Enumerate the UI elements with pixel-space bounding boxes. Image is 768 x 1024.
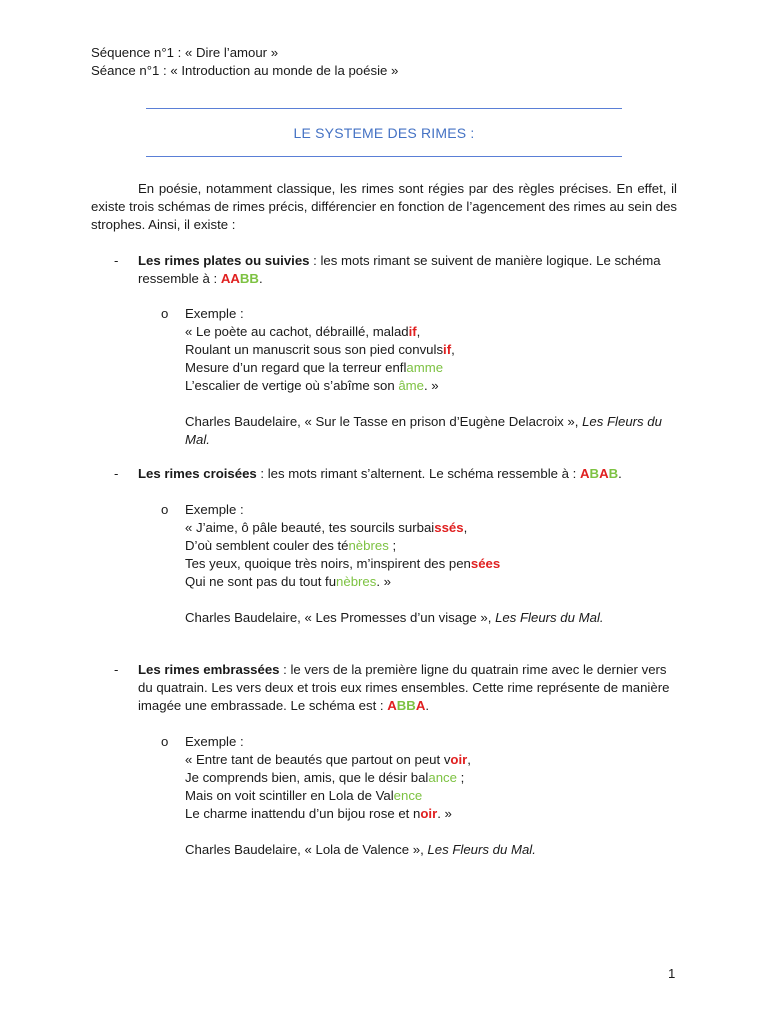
poem-3-line-2 [185, 769, 679, 787]
example-3 [185, 733, 679, 859]
section-3-desc: : le vers de la première ligne du quatrain rime avec le dernier vers du quatrain. Les vers deux et trois eux rimes ensembles. Cette rime représente de manière imagée une embrassade. Le schéma est : [138, 662, 670, 713]
section-1-term: Les rimes plates ou suivies [138, 253, 310, 268]
scheme-1-a: AA [220, 271, 240, 286]
scheme-3-a1: A [387, 698, 397, 713]
section-1-desc: : les mots rimant se suivent de manière logique. Le schéma ressemble à : [138, 253, 661, 286]
citation-3 [185, 841, 679, 859]
section-3-term: Les rimes embrassées [138, 662, 280, 677]
poem-3-line-3-rhyme: ence [393, 788, 423, 803]
poem-2-line-2-post: ; [388, 538, 397, 553]
poem-3-line-1 [185, 751, 679, 769]
poem-2-line-4-post: . » [376, 574, 392, 589]
section-2-desc: : les mots rimant s’alternent. Le schéma ressemble à : [256, 466, 580, 481]
example-3-label: Exemple : [185, 734, 244, 749]
poem-2-line-4-text: Qui ne sont pas du tout fu [185, 574, 337, 589]
poem-3-line-3-text: Mais on voit scintiller en Lola de Val [185, 788, 394, 803]
section-1-description [138, 252, 678, 288]
poem-2-line-4-rhyme: nèbres [336, 574, 377, 589]
poem-2-line-1 [185, 519, 679, 537]
seance-line: Séance n°1 : « Introduction au monde de la poésie » [91, 63, 399, 78]
example-1-label: Exemple : [185, 306, 244, 321]
poem-3-line-2-text: Je comprends bien, amis, que le désir bal [185, 770, 429, 785]
poem-2-line-3 [185, 555, 679, 573]
section-3-description [138, 661, 678, 715]
spacer [185, 395, 679, 413]
poem-3-line-2-rhyme: ance [428, 770, 457, 785]
scheme-3-a2: A [415, 698, 426, 713]
poem-2-line-3-text: Tes yeux, quoique très noirs, m’inspirent des pen [185, 556, 471, 571]
poem-1-line-3-text: Mesure d’un regard que la terreur enfl [185, 360, 407, 375]
sub-marker-2: o [161, 502, 169, 517]
citation-3-book: Les Fleurs du Mal. [427, 842, 536, 857]
citation-1-text: Charles Baudelaire, « Sur le Tasse en prison d’Eugène Delacroix », [185, 414, 583, 429]
scheme-1-b: BB [239, 271, 259, 286]
title-top-rule [146, 108, 622, 109]
spacer [185, 823, 679, 841]
example-1 [185, 305, 679, 449]
page-title: LE SYSTEME DES RIMES : [293, 125, 475, 141]
bullet-dash-1: - [114, 253, 119, 268]
spacer [185, 591, 679, 609]
title-bottom-rule [146, 156, 622, 157]
citation-2 [185, 609, 679, 627]
citation-1-book: Les Fleurs du Mal. [185, 414, 662, 447]
section-rimes-embrassees [138, 661, 678, 715]
scheme-1-end: . [258, 271, 263, 286]
poem-1-line-1-post: , [416, 324, 421, 339]
intro-text: En poésie, notamment classique, les rimes sont régies par des règles précises. En effet, il existe trois schémas de rimes précis, différencier en fonction de l’agencement des rimes au sein des strophes. Ainsi, il existe : [91, 181, 677, 232]
poem-3-line-3 [185, 787, 679, 805]
poem-1-line-4 [185, 377, 679, 395]
poem-3-line-4 [185, 805, 679, 823]
section-rimes-croisees [138, 465, 678, 483]
sub-marker-3: o [161, 734, 169, 749]
citation-3-text: Charles Baudelaire, « Lola de Valence », [185, 842, 428, 857]
poem-2-line-3-rhyme: sées [470, 556, 501, 571]
poem-3-line-1-post: , [467, 752, 471, 767]
section-2-term: Les rimes croisées [138, 466, 257, 481]
example-2-label: Exemple : [185, 502, 244, 517]
scheme-3-b: BB [396, 698, 416, 713]
bullet-dash-2: - [114, 466, 119, 481]
bullet-dash-3: - [114, 662, 119, 677]
citation-1 [185, 413, 679, 449]
poem-1-line-2-rhyme: if [443, 342, 452, 357]
section-rimes-plates [138, 252, 678, 288]
poem-3-line-1-rhyme: oir [450, 752, 468, 767]
poem-2-line-2 [185, 537, 679, 555]
citation-2-text: Charles Baudelaire, « Les Promesses d’un visage », [185, 610, 496, 625]
poem-1-line-4-post: . » [423, 378, 439, 393]
scheme-2-part-4: B [608, 466, 619, 481]
poem-1-line-3-rhyme: amme [406, 360, 444, 375]
page-number: 1 [668, 966, 676, 981]
poem-2-line-1-post: , [463, 520, 468, 535]
poem-3-line-4-post: . » [437, 806, 452, 821]
section-2-description [138, 465, 678, 483]
scheme-2-end: . [618, 466, 622, 481]
scheme-2-part-3: A [599, 466, 609, 481]
poem-1-line-2 [185, 341, 679, 359]
scheme-2-part-1: A [580, 466, 590, 481]
poem-1-line-2-text: Roulant un manuscrit sous son pied convuls [185, 342, 444, 357]
poem-1-line-1-rhyme: if [408, 324, 417, 339]
poem-3-line-4-text: Le charme inattendu d’un bijou rose et n [185, 806, 421, 821]
poem-1-line-1 [185, 323, 679, 341]
poem-2-line-2-rhyme: nèbres [348, 538, 389, 553]
poem-2-line-4 [185, 573, 679, 591]
poem-3-line-4-rhyme: oir [420, 806, 438, 821]
sub-marker-1: o [161, 306, 169, 321]
poem-1-line-4-rhyme: âme [398, 378, 424, 393]
poem-2-line-1-text: « J’aime, ô pâle beauté, tes sourcils surbai [185, 520, 435, 535]
poem-2-line-2-text: D’où semblent couler des té [185, 538, 349, 553]
scheme-2-part-2: B [589, 466, 600, 481]
poem-1-line-2-post: , [451, 342, 455, 357]
intro-paragraph [91, 180, 677, 234]
poem-3-line-1-text: « Entre tant de beautés que partout on peut v [185, 752, 451, 767]
poem-1-line-3 [185, 359, 679, 377]
citation-2-book: Les Fleurs du Mal. [495, 610, 604, 625]
example-2 [185, 501, 679, 627]
scheme-3-end: . [425, 698, 430, 713]
document-header [91, 44, 398, 80]
sequence-line: Séquence n°1 : « Dire l’amour » [91, 45, 279, 60]
poem-1-line-4-text: L’escalier de vertige où s’abîme son [185, 378, 399, 393]
poem-1-line-1-text: « Le poète au cachot, débraillé, malad [185, 324, 409, 339]
poem-3-line-2-post: ; [456, 770, 465, 785]
poem-2-line-1-rhyme: ssés [434, 520, 464, 535]
